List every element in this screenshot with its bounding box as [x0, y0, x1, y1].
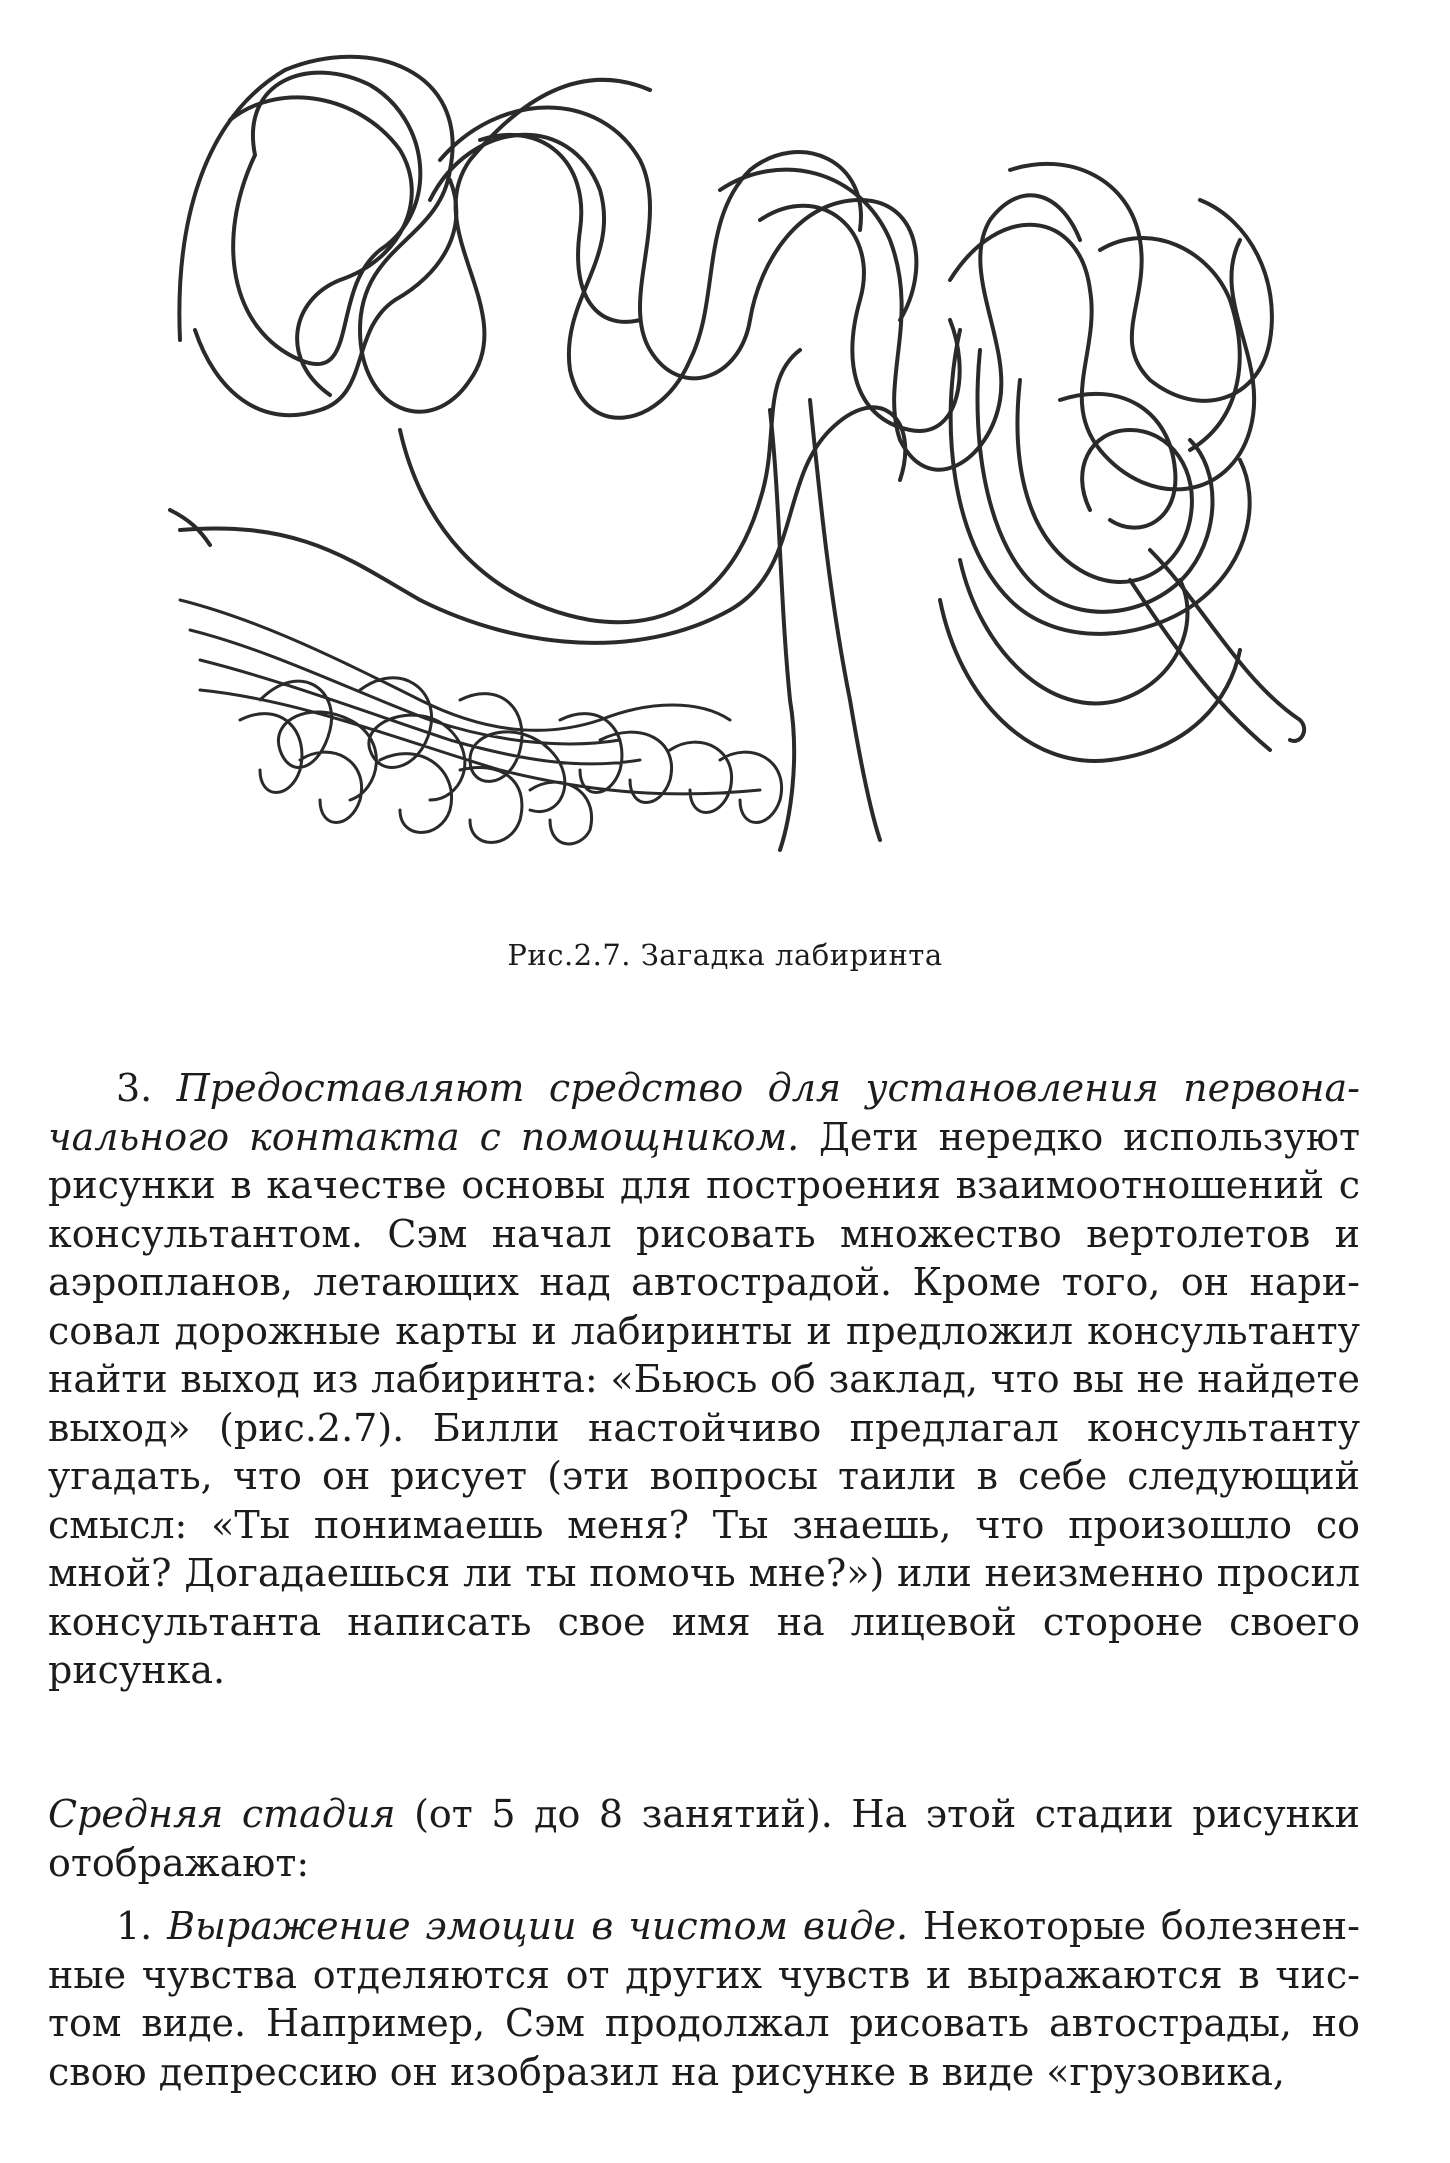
maze-line	[233, 73, 420, 365]
labyrinth-drawing	[150, 20, 1320, 890]
maze-line	[1060, 394, 1175, 528]
maze-line	[1130, 580, 1270, 750]
paragraph-body: Некоторые болезненные чувства отделяются от других чувств и выражаются в чистом виде. Например, Сэм продолжал рисовать автострады, но свою депрессию он изобразил на рисунке в виде «грузовика,	[48, 1904, 1360, 2094]
maze-line	[1100, 238, 1240, 450]
maze-line	[810, 400, 880, 840]
maze-line	[480, 135, 640, 322]
maze-line	[760, 206, 960, 431]
paragraph-initial-contact	[48, 1064, 1360, 1695]
paragraph-body: (от 5 до 8 занятий). На этой стадии рисунки отображают:	[48, 1792, 1360, 1885]
maze-scribble	[180, 600, 782, 844]
figure-caption: Рис.2.7. Загадка лабиринта	[507, 938, 943, 972]
paragraph-body: Дети нередко используют рисунки в качестве основы для построения взаимоотношений с консультантом. Сэм начал рисовать множество вертолетов и аэропланов, летающих над автострадой. Кроме того, он нарисовал дорожные карты и лабиринты и предложил консультанту найти выход из лабиринта: «Бьюсь об заклад, что вы не найдете выход» (рис.2.7). Билли настойчиво предлагал консультанту угадать, что он рисует (эти вопросы таили в себе следующий смысл: «Ты понимаешь меня? Ты знаешь, что произошло со мной? Догадаешься ли ты помочь мне?») или неизменно просил консультанта написать свое имя на лицевой стороне своего рисунка.	[48, 1114, 1360, 1692]
maze-line	[440, 108, 916, 379]
maze-line	[1018, 380, 1192, 582]
paragraph-number: 3.	[116, 1066, 153, 1110]
paragraph-middle-stage	[48, 1790, 1360, 1887]
paragraph-number: 1.	[116, 1904, 153, 1948]
paragraph-italic-lead: Выражение эмоции в чистом виде.	[167, 1904, 909, 1948]
paragraph-italic-lead: Средняя стадия	[48, 1792, 396, 1836]
paragraph-pure-emotion	[48, 1902, 1360, 2096]
paragraph-italic-lead: Предоставляют средство для установления первоначального контакта с помощником.	[48, 1066, 1360, 1159]
